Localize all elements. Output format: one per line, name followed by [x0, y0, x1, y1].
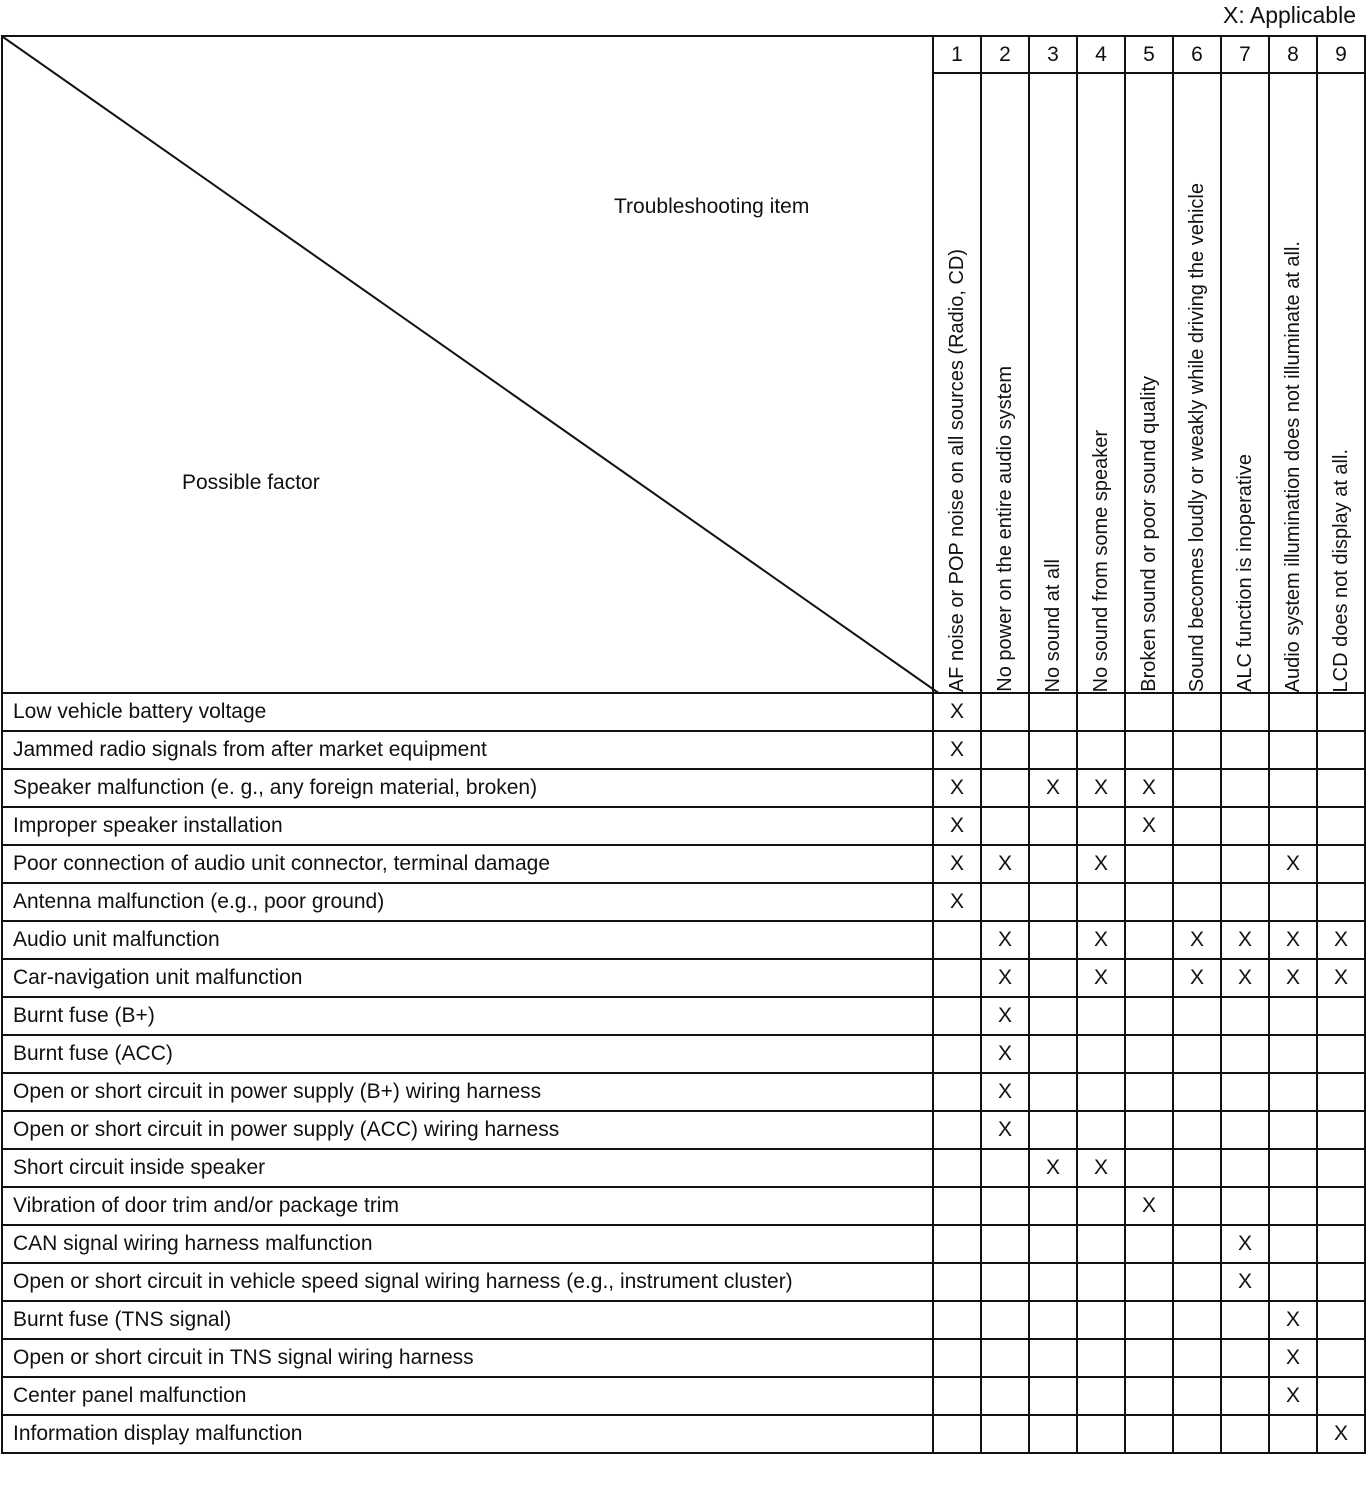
applicable-mark-cell: [1173, 1415, 1221, 1453]
applicable-mark-cell: [981, 769, 1029, 807]
applicable-mark-cell: [1125, 693, 1173, 731]
applicable-mark-cell: X: [933, 769, 981, 807]
applicable-mark-cell: [1269, 807, 1317, 845]
possible-factor-cell: Open or short circuit in TNS signal wiring harness: [2, 1339, 933, 1377]
applicable-mark-cell: [1029, 997, 1077, 1035]
applicable-mark-cell: [1269, 1225, 1317, 1263]
possible-factor-cell: Information display malfunction: [2, 1415, 933, 1453]
table-row: [2, 1149, 1365, 1187]
troubleshooting-item-header: [1221, 73, 1269, 693]
troubleshooting-item-header: [981, 73, 1029, 693]
applicable-mark-cell: [1077, 1073, 1125, 1111]
applicable-mark-cell: [933, 1149, 981, 1187]
possible-factor-cell: Burnt fuse (B+): [2, 997, 933, 1035]
possible-factor-cell: Burnt fuse (ACC): [2, 1035, 933, 1073]
possible-factor-cell: Vibration of door trim and/or package trim: [2, 1187, 933, 1225]
applicable-mark-cell: [933, 997, 981, 1035]
applicable-mark-cell: X: [1173, 921, 1221, 959]
applicable-mark-cell: [1029, 1263, 1077, 1301]
applicable-mark-cell: [1317, 883, 1365, 921]
applicable-mark-cell: X: [1269, 921, 1317, 959]
applicable-mark-cell: [1317, 845, 1365, 883]
diagonal-divider: [3, 37, 940, 694]
applicable-mark-cell: [981, 807, 1029, 845]
troubleshooting-item-header: [1125, 73, 1173, 693]
applicable-mark-cell: [933, 959, 981, 997]
applicable-mark-cell: X: [1317, 921, 1365, 959]
possible-factor-cell: CAN signal wiring harness malfunction: [2, 1225, 933, 1263]
applicable-mark-cell: [1173, 807, 1221, 845]
applicable-mark-cell: [981, 1339, 1029, 1377]
table-row: [2, 1377, 1365, 1415]
possible-factor-cell: Burnt fuse (TNS signal): [2, 1301, 933, 1339]
applicable-mark-cell: [1221, 1111, 1269, 1149]
applicable-mark-cell: [1173, 1111, 1221, 1149]
applicable-mark-cell: X: [1029, 1149, 1077, 1187]
applicable-mark-cell: X: [1221, 959, 1269, 997]
column-number: 9: [1317, 36, 1365, 73]
applicable-mark-cell: [1077, 693, 1125, 731]
applicable-mark-cell: [1173, 1377, 1221, 1415]
table-row: [2, 845, 1365, 883]
applicable-mark-cell: [1221, 1415, 1269, 1453]
troubleshooting-item-label: LCD does not display at all.: [1329, 448, 1352, 692]
applicable-mark-cell: [1125, 1339, 1173, 1377]
applicable-mark-cell: [1317, 807, 1365, 845]
applicable-mark-cell: [1221, 997, 1269, 1035]
applicable-mark-cell: [1125, 1377, 1173, 1415]
applicable-mark-cell: [1077, 1187, 1125, 1225]
applicable-mark-cell: [1029, 1225, 1077, 1263]
applicable-mark-cell: X: [1269, 959, 1317, 997]
applicable-mark-cell: X: [981, 1073, 1029, 1111]
applicable-mark-cell: [933, 1415, 981, 1453]
applicable-mark-cell: [1317, 1377, 1365, 1415]
applicable-mark-cell: X: [933, 807, 981, 845]
possible-factor-cell: Open or short circuit in power supply (ACC) wiring harness: [2, 1111, 933, 1149]
applicable-mark-cell: [1221, 1073, 1269, 1111]
applicable-mark-cell: [1029, 693, 1077, 731]
applicable-mark-cell: [1173, 1263, 1221, 1301]
applicable-mark-cell: [1173, 769, 1221, 807]
applicable-mark-cell: [1173, 693, 1221, 731]
possible-factor-cell: Open or short circuit in vehicle speed signal wiring harness (e.g., instrument cluster): [2, 1263, 933, 1301]
applicable-mark-cell: [1317, 1225, 1365, 1263]
applicable-mark-cell: [1221, 807, 1269, 845]
applicable-mark-cell: [1077, 1301, 1125, 1339]
applicable-mark-cell: X: [1125, 769, 1173, 807]
applicable-mark-cell: [1029, 1035, 1077, 1073]
applicable-mark-cell: [1317, 731, 1365, 769]
applicable-mark-cell: [981, 731, 1029, 769]
applicable-mark-cell: [1029, 883, 1077, 921]
applicable-mark-cell: [1317, 1111, 1365, 1149]
applicable-mark-cell: [1029, 959, 1077, 997]
applicable-mark-cell: X: [1221, 1263, 1269, 1301]
troubleshooting-item-label: Audio system illumination does not illuminate at all.: [1281, 240, 1304, 692]
troubleshooting-item-label: AF noise or POP noise on all sources (Radio, CD): [945, 248, 968, 692]
applicable-mark-cell: X: [1317, 1415, 1365, 1453]
applicable-mark-cell: X: [1029, 769, 1077, 807]
applicable-mark-cell: X: [933, 883, 981, 921]
table-row: [2, 1301, 1365, 1339]
applicable-mark-cell: [1317, 997, 1365, 1035]
column-number: 5: [1125, 36, 1173, 73]
possible-factor-cell: Center panel malfunction: [2, 1377, 933, 1415]
applicable-mark-cell: [1125, 883, 1173, 921]
applicable-mark-cell: [1077, 1225, 1125, 1263]
applicable-mark-cell: [981, 883, 1029, 921]
applicable-mark-cell: [981, 1301, 1029, 1339]
applicable-mark-cell: [933, 1339, 981, 1377]
applicable-mark-cell: X: [1125, 807, 1173, 845]
applicable-mark-cell: [1173, 1149, 1221, 1187]
applicable-mark-cell: [1317, 1263, 1365, 1301]
applicable-mark-cell: [1317, 769, 1365, 807]
possible-factor-label: Possible factor: [182, 471, 320, 494]
column-number: 2: [981, 36, 1029, 73]
applicable-mark-cell: [1221, 1149, 1269, 1187]
table-row: [2, 1111, 1365, 1149]
applicable-mark-cell: [933, 1111, 981, 1149]
applicable-mark-cell: X: [1269, 1339, 1317, 1377]
possible-factor-cell: Speaker malfunction (e. g., any foreign material, broken): [2, 769, 933, 807]
troubleshooting-item-header: [1173, 73, 1221, 693]
table-row: [2, 1035, 1365, 1073]
applicable-mark-cell: [1221, 769, 1269, 807]
applicable-mark-cell: [1221, 1339, 1269, 1377]
column-number: 6: [1173, 36, 1221, 73]
column-number: 1: [933, 36, 981, 73]
applicable-mark-cell: [1029, 1073, 1077, 1111]
applicable-mark-cell: [1317, 1187, 1365, 1225]
applicable-mark-cell: [1125, 845, 1173, 883]
applicable-mark-cell: [1029, 807, 1077, 845]
table-row: [2, 807, 1365, 845]
applicable-mark-cell: [1173, 997, 1221, 1035]
troubleshooting-item-header: [933, 73, 981, 693]
applicable-mark-cell: [1077, 883, 1125, 921]
applicable-mark-cell: X: [1077, 845, 1125, 883]
applicable-mark-cell: X: [981, 1111, 1029, 1149]
applicable-mark-cell: [1077, 807, 1125, 845]
possible-factor-cell: Low vehicle battery voltage: [2, 693, 933, 731]
troubleshooting-item-label: No sound at all: [1041, 558, 1064, 692]
applicable-mark-cell: [1029, 1339, 1077, 1377]
applicable-mark-cell: [1029, 921, 1077, 959]
applicable-mark-cell: X: [1269, 1377, 1317, 1415]
applicable-mark-cell: X: [933, 693, 981, 731]
troubleshooting-item-label: Broken sound or poor sound quality: [1137, 376, 1160, 692]
table-row: [2, 1339, 1365, 1377]
applicable-mark-cell: [1221, 1035, 1269, 1073]
applicable-mark-cell: [981, 1225, 1029, 1263]
applicable-mark-cell: [1077, 1415, 1125, 1453]
table-row: [2, 1415, 1365, 1453]
troubleshooting-item-label: No sound from some speaker: [1089, 429, 1112, 692]
applicable-mark-cell: [1125, 1073, 1173, 1111]
applicable-mark-cell: [1125, 1263, 1173, 1301]
possible-factor-cell: Jammed radio signals from after market equipment: [2, 731, 933, 769]
applicable-mark-cell: [1269, 1073, 1317, 1111]
applicable-mark-cell: [1173, 731, 1221, 769]
applicable-mark-cell: [1125, 1111, 1173, 1149]
column-number: 4: [1077, 36, 1125, 73]
applicable-mark-cell: X: [1077, 769, 1125, 807]
applicable-mark-cell: [1125, 1301, 1173, 1339]
applicable-mark-cell: [981, 1149, 1029, 1187]
applicable-mark-cell: [1077, 1339, 1125, 1377]
factor-rows: [2, 693, 1365, 1453]
applicable-mark-cell: [933, 1073, 981, 1111]
applicable-mark-cell: [933, 1301, 981, 1339]
applicable-mark-cell: [1269, 1149, 1317, 1187]
applicable-mark-cell: [1269, 1111, 1317, 1149]
applicable-legend: X: Applicable: [1223, 2, 1356, 28]
applicable-mark-cell: [1029, 1187, 1077, 1225]
table-row: [2, 1263, 1365, 1301]
troubleshooting-matrix: [1, 35, 1366, 1454]
possible-factor-cell: Audio unit malfunction: [2, 921, 933, 959]
applicable-mark-cell: [1029, 1111, 1077, 1149]
table-row: [2, 959, 1365, 997]
table-row: [2, 921, 1365, 959]
applicable-mark-cell: [1077, 1035, 1125, 1073]
applicable-mark-cell: [1029, 845, 1077, 883]
applicable-mark-cell: [1125, 1415, 1173, 1453]
possible-factor-cell: Car-navigation unit malfunction: [2, 959, 933, 997]
applicable-mark-cell: [1221, 845, 1269, 883]
troubleshooting-item-header: [1029, 73, 1077, 693]
applicable-mark-cell: [1269, 1187, 1317, 1225]
applicable-mark-cell: X: [933, 731, 981, 769]
applicable-mark-cell: [1125, 731, 1173, 769]
applicable-mark-cell: [981, 1187, 1029, 1225]
applicable-mark-cell: [1173, 883, 1221, 921]
possible-factor-cell: Open or short circuit in power supply (B+) wiring harness: [2, 1073, 933, 1111]
troubleshooting-item-header: [1317, 73, 1365, 693]
possible-factor-cell: Improper speaker installation: [2, 807, 933, 845]
applicable-mark-cell: [1173, 1339, 1221, 1377]
applicable-mark-cell: [1173, 1225, 1221, 1263]
table-row: [2, 883, 1365, 921]
applicable-mark-cell: X: [981, 845, 1029, 883]
applicable-mark-cell: X: [981, 997, 1029, 1035]
table-row: [2, 769, 1365, 807]
troubleshooting-item-label: Sound becomes loudly or weakly while driving the vehicle: [1185, 182, 1208, 692]
applicable-mark-cell: X: [1125, 1187, 1173, 1225]
column-number-row: [2, 36, 1365, 73]
applicable-mark-cell: X: [981, 1035, 1029, 1073]
possible-factor-cell: Poor connection of audio unit connector, terminal damage: [2, 845, 933, 883]
applicable-mark-cell: X: [1221, 1225, 1269, 1263]
troubleshooting-item-header: [1077, 73, 1125, 693]
possible-factor-cell: Short circuit inside speaker: [2, 1149, 933, 1187]
applicable-mark-cell: [1125, 921, 1173, 959]
table-row: [2, 731, 1365, 769]
applicable-mark-cell: [1317, 1339, 1365, 1377]
applicable-mark-cell: [933, 1225, 981, 1263]
applicable-mark-cell: [933, 1035, 981, 1073]
applicable-mark-cell: [1317, 1073, 1365, 1111]
applicable-mark-cell: [981, 1415, 1029, 1453]
applicable-mark-cell: [1173, 1301, 1221, 1339]
applicable-mark-cell: X: [1269, 1301, 1317, 1339]
applicable-mark-cell: [933, 921, 981, 959]
applicable-mark-cell: X: [1077, 959, 1125, 997]
applicable-mark-cell: [981, 1377, 1029, 1415]
applicable-mark-cell: [1077, 1377, 1125, 1415]
applicable-mark-cell: [1125, 959, 1173, 997]
applicable-mark-cell: [1221, 1187, 1269, 1225]
applicable-mark-cell: [1077, 731, 1125, 769]
troubleshooting-item-label: No power on the entire audio system: [993, 366, 1016, 692]
troubleshooting-item-header: [1269, 73, 1317, 693]
applicable-mark-cell: [1317, 1035, 1365, 1073]
troubleshooting-item-label: Troubleshooting item: [614, 195, 810, 218]
applicable-mark-cell: [1077, 1263, 1125, 1301]
applicable-mark-cell: [1173, 1187, 1221, 1225]
applicable-mark-cell: [1317, 1149, 1365, 1187]
header-corner-cell: [2, 36, 933, 693]
applicable-mark-cell: [1029, 1301, 1077, 1339]
column-number: 7: [1221, 36, 1269, 73]
applicable-mark-cell: X: [1317, 959, 1365, 997]
applicable-mark-cell: [1173, 845, 1221, 883]
troubleshooting-item-label: ALC function is inoperative: [1233, 454, 1256, 692]
applicable-mark-cell: [1077, 1111, 1125, 1149]
applicable-mark-cell: [1269, 1263, 1317, 1301]
applicable-mark-cell: [1269, 693, 1317, 731]
table-row: [2, 1225, 1365, 1263]
column-number: 3: [1029, 36, 1077, 73]
applicable-mark-cell: [1269, 883, 1317, 921]
applicable-mark-cell: X: [1173, 959, 1221, 997]
applicable-mark-cell: X: [1077, 921, 1125, 959]
column-number: 8: [1269, 36, 1317, 73]
table-row: [2, 1073, 1365, 1111]
applicable-mark-cell: [1221, 693, 1269, 731]
applicable-mark-cell: [1029, 731, 1077, 769]
applicable-mark-cell: [933, 1263, 981, 1301]
applicable-mark-cell: [1269, 769, 1317, 807]
applicable-mark-cell: [1125, 1225, 1173, 1263]
applicable-mark-cell: [1221, 1377, 1269, 1415]
applicable-mark-cell: X: [1077, 1149, 1125, 1187]
applicable-mark-cell: [1077, 997, 1125, 1035]
applicable-mark-cell: X: [1269, 845, 1317, 883]
applicable-mark-cell: [1125, 1035, 1173, 1073]
applicable-mark-cell: X: [933, 845, 981, 883]
applicable-mark-cell: [1029, 1377, 1077, 1415]
applicable-mark-cell: X: [981, 959, 1029, 997]
applicable-mark-cell: [933, 1187, 981, 1225]
applicable-mark-cell: [1029, 1415, 1077, 1453]
applicable-mark-cell: [1221, 883, 1269, 921]
applicable-mark-cell: [981, 693, 1029, 731]
applicable-mark-cell: [1125, 997, 1173, 1035]
possible-factor-cell: Antenna malfunction (e.g., poor ground): [2, 883, 933, 921]
applicable-mark-cell: [1221, 1301, 1269, 1339]
applicable-mark-cell: X: [981, 921, 1029, 959]
applicable-mark-cell: [1173, 1073, 1221, 1111]
applicable-mark-cell: [1125, 1149, 1173, 1187]
applicable-mark-cell: [1173, 1035, 1221, 1073]
applicable-mark-cell: [1269, 1415, 1317, 1453]
applicable-mark-cell: [933, 1377, 981, 1415]
applicable-mark-cell: X: [1221, 921, 1269, 959]
applicable-mark-cell: [981, 1263, 1029, 1301]
applicable-mark-cell: [1269, 997, 1317, 1035]
table-row: [2, 1187, 1365, 1225]
applicable-mark-cell: [1269, 731, 1317, 769]
table-row: [2, 997, 1365, 1035]
applicable-mark-cell: [1317, 693, 1365, 731]
applicable-mark-cell: [1221, 731, 1269, 769]
table-row: [2, 693, 1365, 731]
applicable-mark-cell: [1317, 1301, 1365, 1339]
applicable-mark-cell: [1269, 1035, 1317, 1073]
